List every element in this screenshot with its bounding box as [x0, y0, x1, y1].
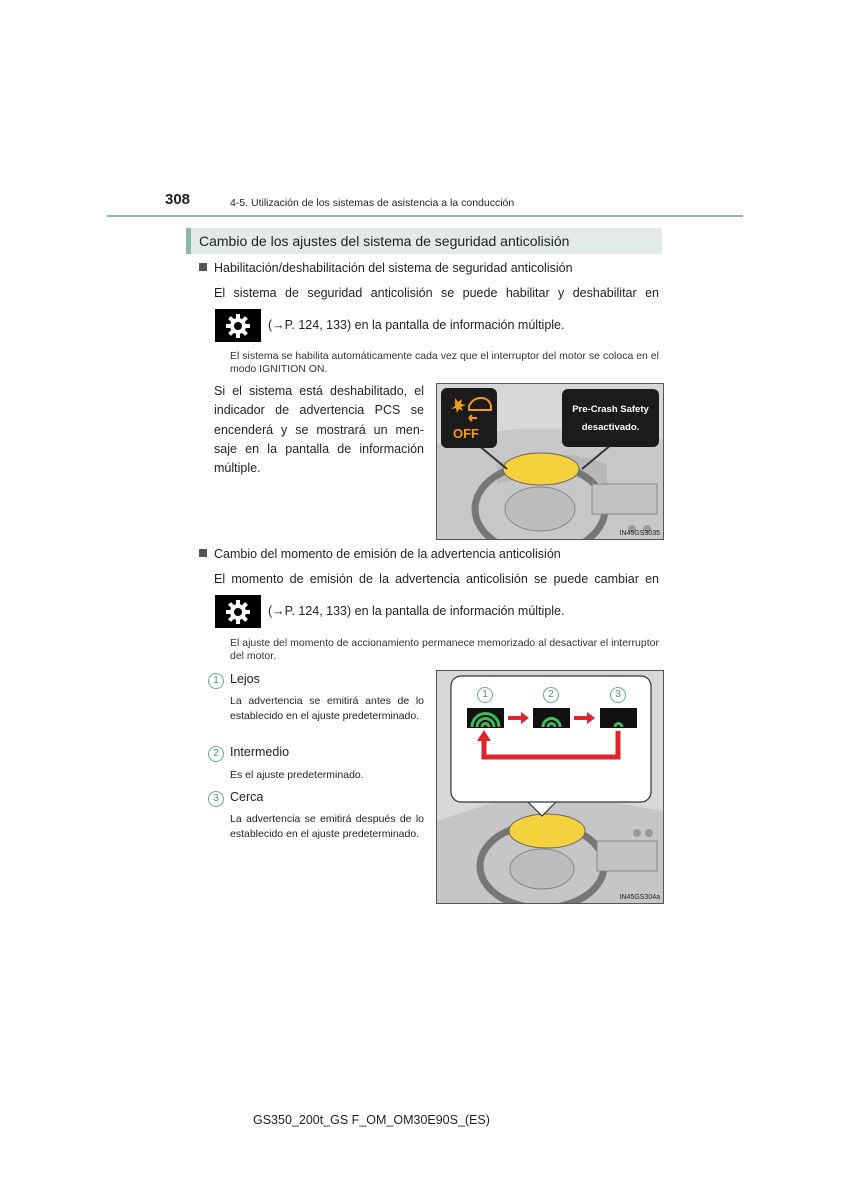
block2-heading — [199, 547, 561, 561]
block1-heading — [199, 261, 573, 275]
item-description: Es el ajuste predeterminado. — [230, 769, 364, 781]
pcs-message-line1: Pre-Crash Safety — [572, 404, 649, 415]
block1-intro: El sistema de seguridad anticolisión se puede habilitar y deshabilitar en — [214, 286, 659, 300]
block1-text — [214, 382, 424, 478]
header-rule — [107, 215, 743, 217]
section-title: Cambio de los ajustes del sistema de seguridad anticolisión — [199, 233, 570, 249]
block1-text-line: múltiple. — [214, 461, 261, 476]
bullet-square-icon — [199, 263, 207, 271]
item-description: La advertencia se emitirá antes de lo establecido en el ajuste predeterminado. — [230, 695, 424, 722]
item-description: La advertencia se emitirá después de lo establecido en el ajuste predeterminado. — [230, 813, 424, 840]
pcs-off-label: OFF — [453, 426, 479, 441]
figure-warning-timing — [436, 670, 664, 904]
item-number-badge: 2 — [208, 746, 224, 762]
list-item — [208, 743, 289, 762]
gear-icon — [225, 313, 251, 339]
item-number-badge: 1 — [208, 673, 224, 689]
document-footer: GS350_200t_GS F_OM_OM30E90S_(ES) — [253, 1113, 490, 1127]
mid-message-display — [562, 389, 659, 447]
figure-code: IN45GS304a — [619, 894, 660, 901]
block1-text-line: indicador de advertencia PCS se — [214, 403, 424, 418]
figure-code: IN45GS3035 — [619, 530, 660, 537]
block1-ref: (→P. 124, 133) en la pantalla de información múltiple. — [268, 318, 565, 332]
stage-number-badge: 2 — [543, 687, 559, 703]
gear-icon — [225, 599, 251, 625]
page-number: 308 — [165, 191, 191, 208]
item-label: Lejos — [230, 672, 260, 686]
block1-title: Habilitación/deshabilitación del sistema de seguridad anticolisión — [214, 261, 573, 275]
pcs-warning-icon — [441, 388, 497, 424]
stage-number-badge: 3 — [610, 687, 626, 703]
list-item — [208, 670, 260, 689]
figure-pcs-off — [436, 383, 664, 540]
item-label: Cerca — [230, 790, 264, 804]
stage-number-badge: 1 — [477, 687, 493, 703]
bullet-square-icon — [199, 549, 207, 557]
cycle-arrows-icon — [437, 671, 663, 771]
chapter-title: 4-5. Utilización de los sistemas de asistencia a la conducción — [230, 197, 515, 209]
block2-intro: El momento de emisión de la advertencia anticolisión se puede cambiar en — [214, 572, 659, 586]
block1-text-line: Si el sistema está deshabilitado, el — [214, 384, 424, 398]
pcs-message-line2: desactivado. — [581, 422, 640, 433]
settings-button-icon — [215, 309, 261, 342]
item-label: Intermedio — [230, 745, 290, 759]
list-item — [208, 788, 263, 807]
block2-note: El ajuste del momento de accionamiento permanece memorizado al desactivar el interruptor del motor. — [230, 637, 659, 662]
block1-text-line: saje en la pantalla de información — [214, 441, 424, 456]
settings-button-icon — [215, 595, 261, 628]
block1-note: El sistema se habilita automáticamente cada vez que el interruptor del motor se coloca en el modo IGNITION ON. — [230, 350, 659, 375]
block1-text-line: encenderá y se mostrará un men- — [214, 422, 424, 437]
pcs-warning-indicator — [441, 388, 497, 448]
block2-title: Cambio del momento de emisión de la advertencia anticolisión — [214, 547, 561, 561]
block2-ref: (→P. 124, 133) en la pantalla de información múltiple. — [268, 604, 565, 618]
item-number-badge: 3 — [208, 791, 224, 807]
section-heading — [186, 228, 662, 254]
